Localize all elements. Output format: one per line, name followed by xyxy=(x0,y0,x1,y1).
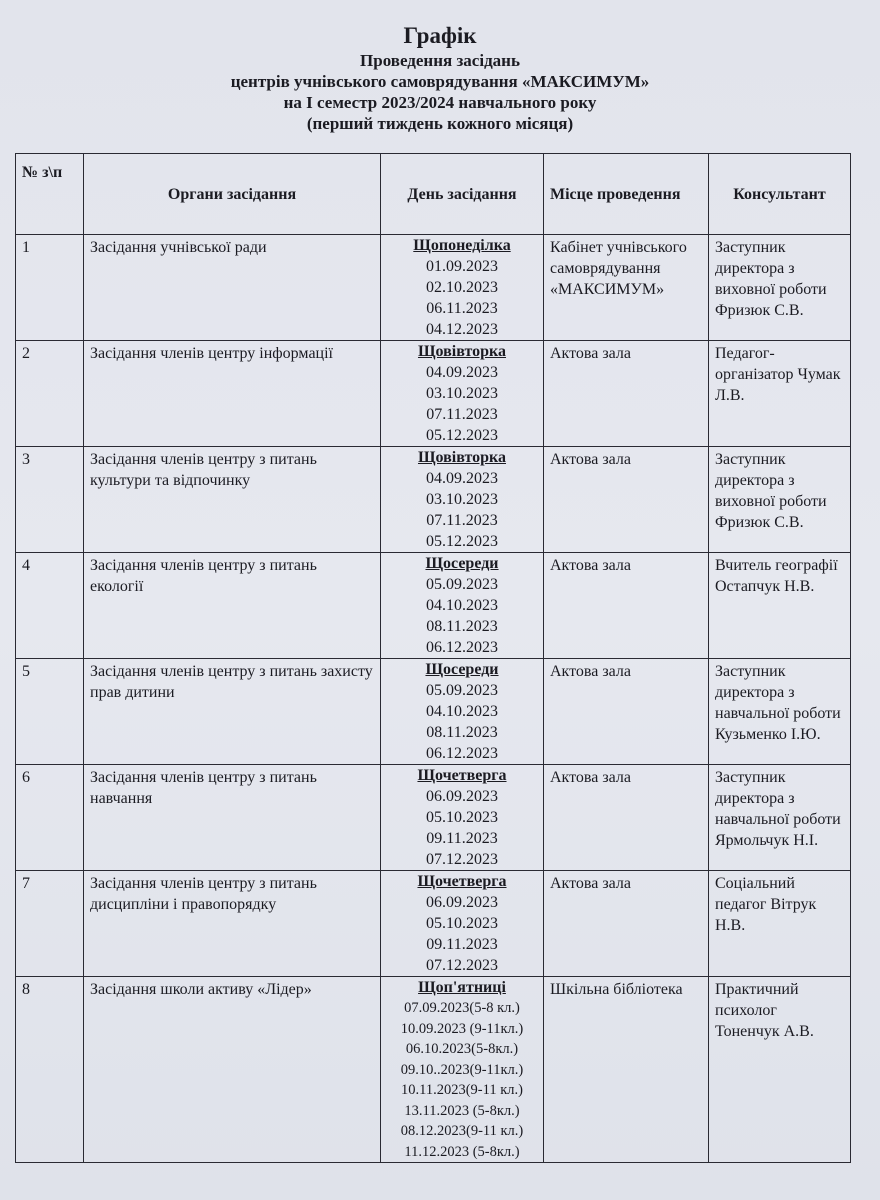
title-line-3: на I семестр 2023/2024 навчального року xyxy=(283,93,597,112)
meeting-day xyxy=(381,235,544,341)
header-body: Органи засідання xyxy=(84,154,381,235)
meeting-date: 04.09.2023 xyxy=(426,364,498,381)
header-day: День засідання xyxy=(381,154,544,235)
meeting-day xyxy=(381,977,544,1163)
weekday-label: Щосереди xyxy=(425,555,499,572)
table-row xyxy=(16,341,851,447)
meeting-date: 05.10.2023 xyxy=(426,915,498,932)
meeting-date: 07.11.2023 xyxy=(426,512,498,529)
meeting-body: Засідання членів центру з питань навчання xyxy=(84,765,381,871)
meeting-date: 08.11.2023 xyxy=(426,618,498,635)
weekday-label: Щовівторка xyxy=(417,343,507,360)
meeting-date: 05.09.2023 xyxy=(426,682,498,699)
weekday-label: Щочетверга xyxy=(417,873,507,890)
meeting-date: 02.10.2023 xyxy=(426,279,498,296)
meeting-date: 10.09.2023 (9-11кл.) xyxy=(400,1020,524,1037)
meeting-date: 06.12.2023 xyxy=(426,639,498,656)
consultant: Заступник директора з виховної роботи Фризюк С.В. xyxy=(709,235,851,341)
meeting-place: Актова зала xyxy=(544,553,709,659)
schedule-table xyxy=(15,153,851,1163)
meeting-date: 05.12.2023 xyxy=(426,427,498,444)
meeting-place: Актова зала xyxy=(544,871,709,977)
meeting-date: 05.12.2023 xyxy=(426,533,498,550)
table-row xyxy=(16,553,851,659)
row-number: 1 xyxy=(16,235,84,341)
consultant: Практичний психолог Тоненчук А.В. xyxy=(709,977,851,1163)
meeting-date: 09.10..2023(9-11кл.) xyxy=(400,1061,524,1078)
meeting-place: Актова зала xyxy=(544,341,709,447)
meeting-date: 07.11.2023 xyxy=(426,406,498,423)
row-number: 3 xyxy=(16,447,84,553)
meeting-date: 06.09.2023 xyxy=(426,894,498,911)
meeting-date: 04.12.2023 xyxy=(426,321,498,338)
meeting-day xyxy=(381,553,544,659)
meeting-body: Засідання школи активу «Лідер» xyxy=(84,977,381,1163)
meeting-day xyxy=(381,341,544,447)
meeting-date: 03.10.2023 xyxy=(426,491,498,508)
header-num: № з\п xyxy=(16,154,84,235)
title-line-4: (перший тиждень кожного місяця) xyxy=(306,114,574,133)
meeting-date: 05.10.2023 xyxy=(426,809,498,826)
title-line-2: центрів учнівського самоврядування «МАКСИМУМ» xyxy=(230,72,650,91)
meeting-date: 07.12.2023 xyxy=(426,957,498,974)
meeting-date: 06.09.2023 xyxy=(426,788,498,805)
meeting-date: 03.10.2023 xyxy=(426,385,498,402)
header-consultant: Консультант xyxy=(709,154,851,235)
meeting-place: Кабінет учнівського самоврядування «МАКСИМУМ» xyxy=(544,235,709,341)
title-main: Графік xyxy=(403,23,477,48)
title-line-1: Проведення засідань xyxy=(360,51,520,70)
meeting-date: 07.12.2023 xyxy=(426,851,498,868)
row-number: 5 xyxy=(16,659,84,765)
meeting-body: Засідання членів центру інформації xyxy=(84,341,381,447)
meeting-date: 07.09.2023(5-8 кл.) xyxy=(404,1000,520,1016)
meeting-date: 04.09.2023 xyxy=(426,470,498,487)
row-number: 8 xyxy=(16,977,84,1163)
row-number: 7 xyxy=(16,871,84,977)
weekday-label: Щосереди xyxy=(425,661,499,678)
meeting-date: 05.09.2023 xyxy=(426,576,498,593)
weekday-label: Щопонеділка xyxy=(413,237,511,254)
meeting-day xyxy=(381,447,544,553)
meeting-place: Шкільна бібліотека xyxy=(544,977,709,1163)
consultant: Заступник директора з навчальної роботи Кузьменко І.Ю. xyxy=(709,659,851,765)
table-row xyxy=(16,977,851,1163)
meeting-date: 08.11.2023 xyxy=(426,724,498,741)
row-number: 4 xyxy=(16,553,84,659)
meeting-date: 06.12.2023 xyxy=(426,745,498,762)
table-row xyxy=(16,871,851,977)
meeting-date: 11.12.2023 (5-8кл.) xyxy=(404,1143,520,1160)
meeting-date: 13.11.2023 (5-8кл.) xyxy=(404,1102,520,1119)
meeting-body: Засідання учнівської ради xyxy=(84,235,381,341)
meeting-body: Засідання членів центру з питань екології xyxy=(84,553,381,659)
weekday-label: Щочетверга xyxy=(417,767,507,784)
document-title xyxy=(0,22,880,134)
consultant: Педагог-організатор Чумак Л.В. xyxy=(709,341,851,447)
meeting-date: 01.09.2023 xyxy=(426,258,498,275)
table-row xyxy=(16,659,851,765)
meeting-place: Актова зала xyxy=(544,447,709,553)
weekday-label: Щовівторка xyxy=(417,449,507,466)
meeting-date: 06.10.2023(5-8кл.) xyxy=(405,1041,519,1057)
consultant: Вчитель географії Остапчук Н.В. xyxy=(709,553,851,659)
meeting-date: 04.10.2023 xyxy=(426,597,498,614)
meeting-body: Засідання членів центру з питань захисту прав дитини xyxy=(84,659,381,765)
meeting-body: Засідання членів центру з питань дисципліни і правопорядку xyxy=(84,871,381,977)
table-row xyxy=(16,447,851,553)
meeting-date: 10.11.2023(9-11 кл.) xyxy=(401,1082,523,1098)
meeting-date: 06.11.2023 xyxy=(426,300,498,317)
table-row xyxy=(16,765,851,871)
header-place: Місце проведення xyxy=(544,154,709,235)
meeting-date: 09.11.2023 xyxy=(426,830,498,847)
row-number: 2 xyxy=(16,341,84,447)
consultant: Заступник директора з виховної роботи Фризюк С.В. xyxy=(709,447,851,553)
weekday-label: Щоп'ятниці xyxy=(418,979,506,996)
meeting-place: Актова зала xyxy=(544,765,709,871)
consultant: Соціальний педагог Вітрук Н.В. xyxy=(709,871,851,977)
meeting-date: 04.10.2023 xyxy=(426,703,498,720)
table-row xyxy=(16,235,851,341)
meeting-place: Актова зала xyxy=(544,659,709,765)
meeting-day xyxy=(381,765,544,871)
meeting-day xyxy=(381,871,544,977)
row-number: 6 xyxy=(16,765,84,871)
table-header-row xyxy=(16,154,851,235)
meeting-date: 08.12.2023(9-11 кл.) xyxy=(400,1123,524,1139)
meeting-day xyxy=(381,659,544,765)
meeting-body: Засідання членів центру з питань культури та відпочинку xyxy=(84,447,381,553)
consultant: Заступник директора з навчальної роботи Ярмольчук Н.І. xyxy=(709,765,851,871)
meeting-date: 09.11.2023 xyxy=(426,936,498,953)
